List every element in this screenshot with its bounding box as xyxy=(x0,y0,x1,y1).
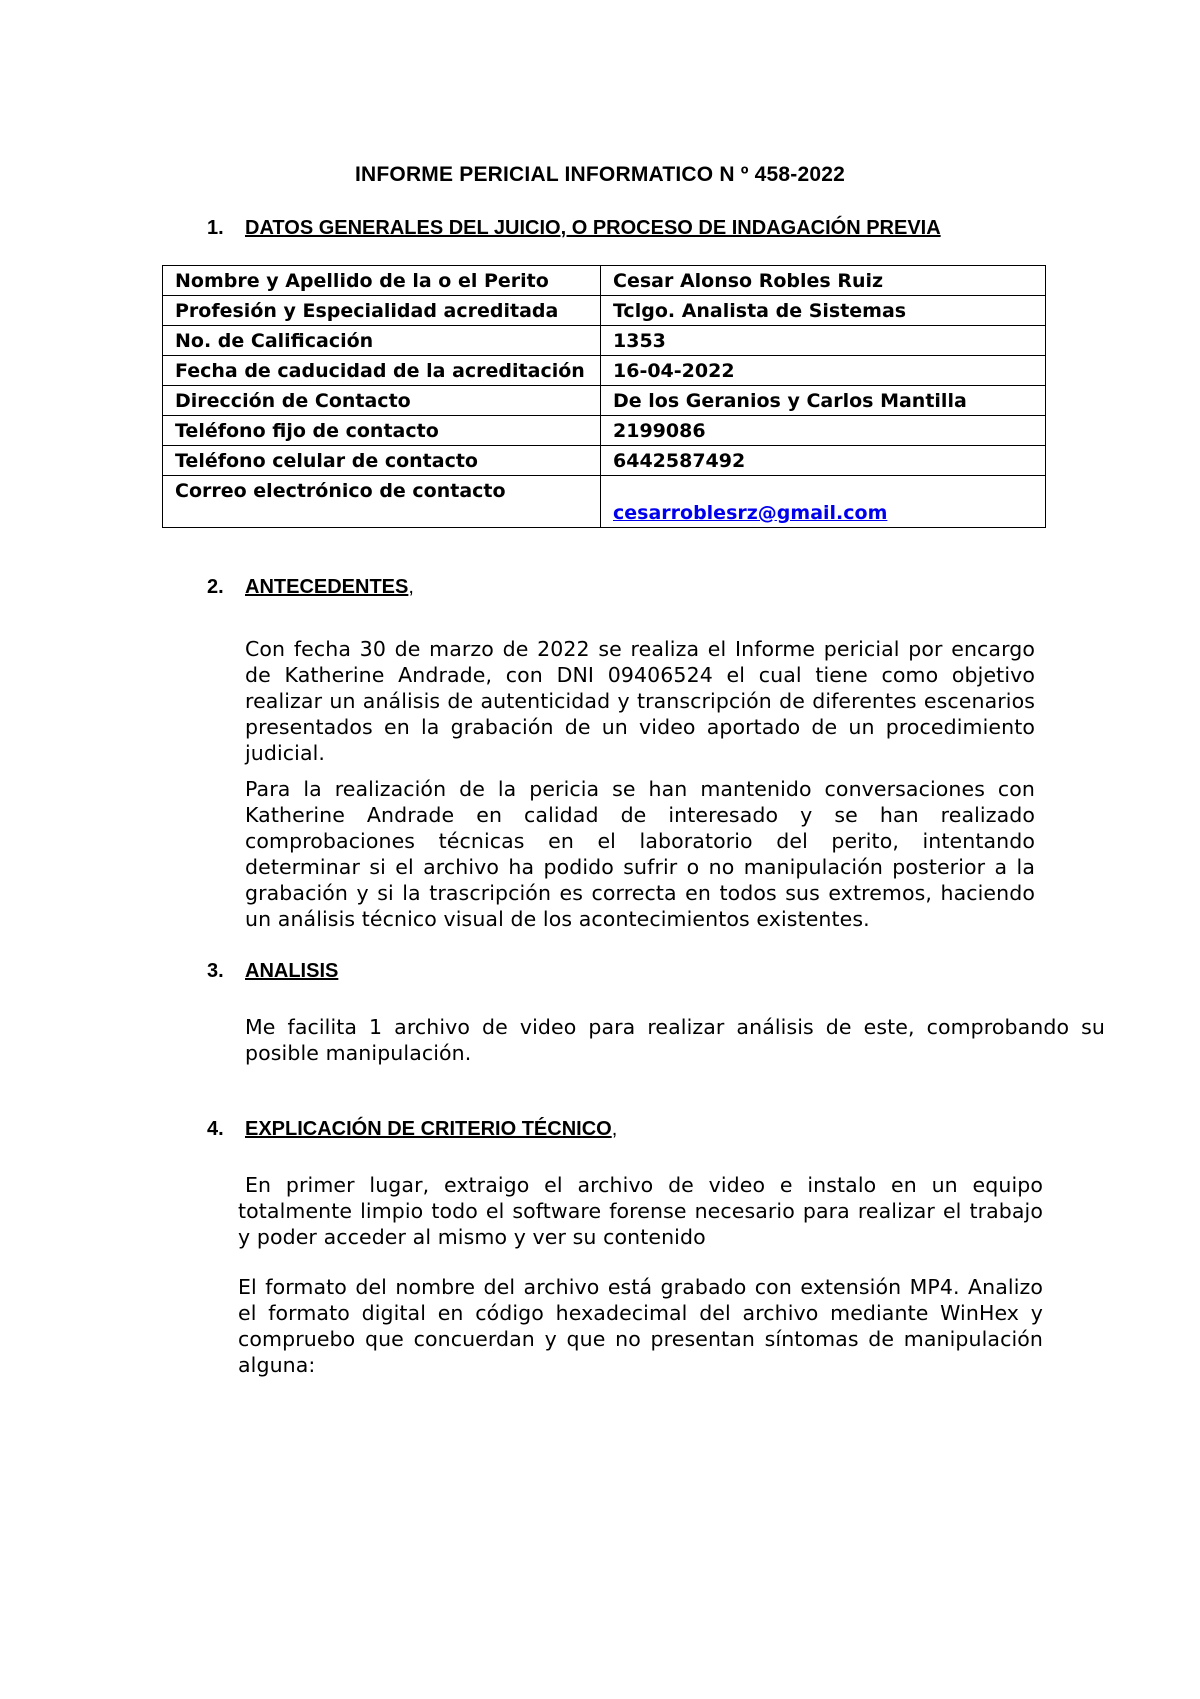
criterio-paragraph-2: El formato del nombre del archivo está grabado con extensión MP4. Analizo el formato digital en código hexadecimal del archivo mediante WinHex y compruebo que concuerdan y que no presentan síntomas de manipulación alguna: xyxy=(238,1275,1043,1377)
section-1-heading xyxy=(207,217,941,240)
section-3-title: ANALISIS xyxy=(245,960,339,982)
section-4-number: 4. xyxy=(207,1118,224,1140)
row-value: 1353 xyxy=(601,326,1046,356)
table-row xyxy=(163,296,1046,326)
row-label: No. de Calificación xyxy=(163,326,601,356)
row-value: Cesar Alonso Robles Ruiz xyxy=(601,266,1046,296)
section-1-number: 1. xyxy=(207,217,224,239)
table-row xyxy=(163,326,1046,356)
analisis-paragraph: Me facilita 1 archivo de video para realizar análisis de este, comprobando su posible manipulación. xyxy=(245,1015,1105,1065)
section-1-title: DATOS GENERALES DEL JUICIO, O PROCESO DE INDAGACIÓN PREVIA xyxy=(245,217,941,239)
row-value: 2199086 xyxy=(601,416,1046,446)
section-3-heading xyxy=(207,960,338,983)
row-label: Correo electrónico de contacto xyxy=(163,476,601,528)
table-row xyxy=(163,446,1046,476)
table-row xyxy=(163,476,1046,528)
antecedentes-paragraph-2: Para la realización de la pericia se han mantenido conversaciones con Katherine Andrade en calidad de interesado y se han realizado comprobaciones técnicas en el laboratorio del perito, intentando determinar si el archivo ha podido sufrir o no manipulación posterior a la grabación y si la trascripción es correcta en todos sus extremos, haciendo un análisis técnico visual de los acontecimientos existentes. xyxy=(245,777,1035,931)
section-2-title: ANTECEDENTES xyxy=(245,576,409,598)
row-value: 16-04-2022 xyxy=(601,356,1046,386)
row-value: 6442587492 xyxy=(601,446,1046,476)
row-label: Dirección de Contacto xyxy=(163,386,601,416)
section-4-heading xyxy=(207,1118,617,1141)
section-4-trail: , xyxy=(611,1118,618,1140)
section-2-trail: , xyxy=(408,576,414,598)
email-link[interactable]: cesarroblesrz@gmail.com xyxy=(613,502,888,524)
section-3-number: 3. xyxy=(207,960,224,982)
criterio-paragraph-1: En primer lugar, extraigo el archivo de video e instalo en un equipo totalmente limpio todo el software forense necesario para realizar el trabajo y poder acceder al mismo y ver su contenido xyxy=(238,1173,1043,1249)
row-label: Teléfono celular de contacto xyxy=(163,446,601,476)
row-value: Tclgo. Analista de Sistemas xyxy=(601,296,1046,326)
antecedentes-paragraph-1: Con fecha 30 de marzo de 2022 se realiza el Informe pericial por encargo de Katherine Andrade, con DNI 09406524 el cual tiene como objetivo realizar un análisis de autenticidad y transcripción de diferentes escenarios presentados en la grabación de un video aportado de un procedimiento judicial. xyxy=(245,637,1035,765)
report-title: INFORME PERICIAL INFORMATICO N º 458-2022 xyxy=(354,163,845,186)
expert-data-table xyxy=(162,265,1046,528)
table-row xyxy=(163,356,1046,386)
section-4-title: EXPLICACIÓN DE CRITERIO TÉCNICO xyxy=(245,1118,612,1140)
table-row xyxy=(163,386,1046,416)
row-value xyxy=(601,476,1046,528)
row-label: Profesión y Especialidad acreditada xyxy=(163,296,601,326)
row-label: Teléfono fijo de contacto xyxy=(163,416,601,446)
row-label: Nombre y Apellido de la o el Perito xyxy=(163,266,601,296)
table-row xyxy=(163,416,1046,446)
row-label: Fecha de caducidad de la acreditación xyxy=(163,356,601,386)
table-row xyxy=(163,266,1046,296)
section-2-number: 2. xyxy=(207,576,224,598)
row-value: De los Geranios y Carlos Mantilla xyxy=(601,386,1046,416)
section-2-heading xyxy=(207,576,414,599)
